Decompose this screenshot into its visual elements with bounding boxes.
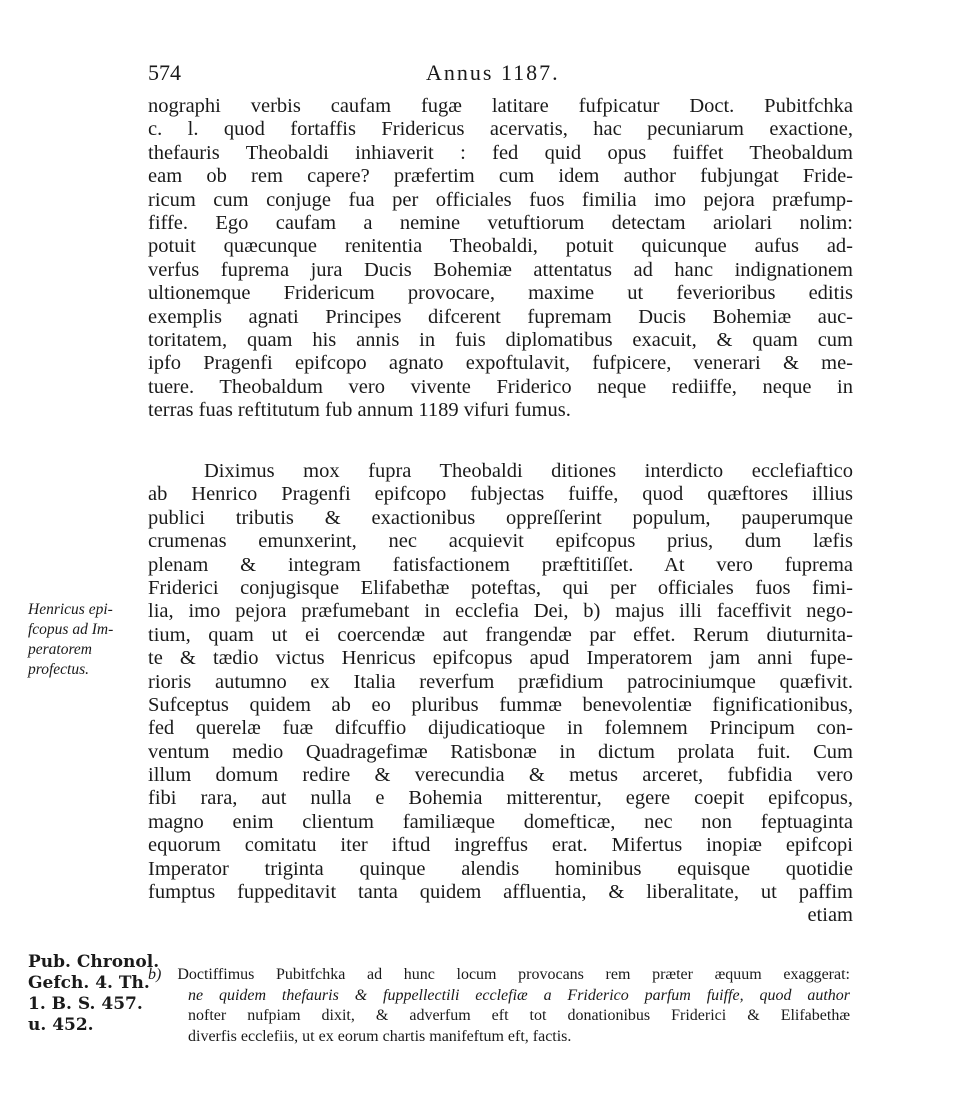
footnote-marker: b) xyxy=(148,966,162,983)
text-line: fed querelæ fuæ difcuffio dijudicatioque in folemnem Principum con- xyxy=(148,717,853,740)
text-line: thefauris Theobaldi inhiaverit : fed quid opus fuiffet Theobaldum xyxy=(148,141,853,164)
text-line: toritatem, quam his annis in fuis diplomatibus exacuit, & quam cum xyxy=(148,328,853,351)
text-line: ultionemque Fridericum provocare, maxime ut feverioribus editis xyxy=(148,282,853,305)
text-line: terras fuas reftitutum fub annum 1189 vifuri fumus. xyxy=(148,399,571,422)
margin-note-line: Henricus epi- xyxy=(28,601,113,618)
text-line: c. l. quod fortaffis Fridericus acervatis, hac pecuniarum exactione, xyxy=(148,118,853,141)
footnote-line: ne quidem thefauris & fuppellectili ecclefiæ a Friderico parfum fuiffe, quod author xyxy=(188,986,850,1004)
margin-ref-line: Gefch. 4. Th. xyxy=(28,973,150,993)
text-line: ipfo Pragenfi epifcopo agnato expoftulavit, fufpicere, venerari & me- xyxy=(148,352,853,375)
text-line: crumenas emunxerint, nec acquievit epifcopus prius, dum læfis xyxy=(148,530,853,553)
text-line: fumptus fuppeditavit tanta quidem affluentia, & liberalitate, ut paffim xyxy=(148,881,853,904)
text-line: potuit quæcunque renitentia Theobaldi, potuit quicunque aufus ad- xyxy=(148,235,853,258)
text-line: Friderici conjugisque Elifabethæ poteftas, qui per officiales fuos fimi- xyxy=(148,576,853,599)
text-line: fiffe. Ego caufam a nemine vetuftiorum detectam ariolari nolim: xyxy=(148,211,853,234)
footnote-text: Doctiffimus Pubitfchka ad hunc locum provocans rem præter æquum exaggerat: xyxy=(177,966,850,983)
text-line: plenam & integram fatisfactionem præftitiſſet. At vero fuprema xyxy=(148,553,853,576)
margin-note-line: fcopus ad Im- xyxy=(28,621,114,638)
margin-ref-line: Pub. Chronol. xyxy=(28,952,160,972)
text-line: Imperator triginta quinque alendis hominibus equisque quotidie xyxy=(148,857,853,880)
text-line: Sufceptus quidem ab eo pluribus fummæ benevolentiæ fignificationibus, xyxy=(148,693,853,716)
text-line: lia, imo pejora præfumebant in ecclefia Dei, b) majus illi faceffivit nego- xyxy=(148,600,853,623)
page-number: 574 xyxy=(148,60,181,85)
margin-reference xyxy=(28,952,160,1036)
text-line: Diximus mox fupra Theobaldi ditiones interdicto ecclefiaftico xyxy=(204,460,853,482)
text-line: fibi rara, aut nulla e Bohemia mitterentur, egere coepit epifcopus, xyxy=(148,787,853,810)
text-line: illum domum redire & verecundia & metus arceret, fubfidia vero xyxy=(148,764,853,787)
margin-ref-line: 1. B. S. 457. xyxy=(28,994,143,1014)
text-line: ventum medio Quadragefimæ Ratisbonæ in dictum prolata fuit. Cum xyxy=(148,740,853,763)
text-line: magno enim clientum familiæque domefticæ, nec non feptuaginta xyxy=(148,810,853,833)
paragraph-1 xyxy=(148,95,853,422)
margin-note xyxy=(28,600,146,680)
running-head: Annus 1187. xyxy=(426,60,560,85)
paragraph-2 xyxy=(148,460,853,928)
text-line: eam ob rem capere? præfertim cum idem author fubjungat Fride- xyxy=(148,165,853,188)
footnote-line: diverfis ecclefiis, ut ex eorum chartis manifeftum eft, factis. xyxy=(188,1027,572,1045)
footnote-line xyxy=(148,965,850,986)
footnote-line: nofter nufpiam dixit, & adverfum eft tot donationibus Friderici & Elifabethæ xyxy=(188,1007,850,1024)
text-line: publici tributis & exactionibus oppreſſerint populum, pauperumque xyxy=(148,506,853,529)
text-line: rioris autumno ex Italia reverfum præfidium patrociniumque quæfivit. xyxy=(148,670,853,693)
margin-note-line: profectus. xyxy=(28,661,89,678)
margin-note-line: peratorem xyxy=(28,641,92,658)
page-header xyxy=(148,60,848,90)
text-line: te & tædio victus Henricus epifcopus apud Imperatorem jam anni fupe- xyxy=(148,647,853,670)
text-line: verfus fuprema jura Ducis Bohemiæ attentatus ad hanc indignationem xyxy=(148,258,853,281)
text-line: nographi verbis caufam fugæ latitare fufpicatur Doct. Pubitfchka xyxy=(148,95,853,117)
text-line: ricum cum conjuge fua per officiales fuos fimilia imo pejora præfump- xyxy=(148,188,853,211)
text-line: equorum comitatu iter iftud ingreffus erat. Mifertus inopiæ epifcopi xyxy=(148,834,853,857)
footnote xyxy=(148,965,850,1047)
catchword: etiam xyxy=(807,904,853,927)
text-line: exemplis agnati Principes difcerent fupremam Ducis Bohemiæ auc- xyxy=(148,305,853,328)
text-line: ab Henrico Pragenfi epifcopo fubjectas fuiffe, quod quæftores illius xyxy=(148,483,853,506)
text-line: tuere. Theobaldum vero vivente Friderico neque rediiffe, neque in xyxy=(148,375,853,398)
text-line: tium, quam ut ei coercendæ aut frangendæ par effet. Rerum diuturnita- xyxy=(148,623,853,646)
margin-ref-line: u. 452. xyxy=(28,1015,94,1035)
